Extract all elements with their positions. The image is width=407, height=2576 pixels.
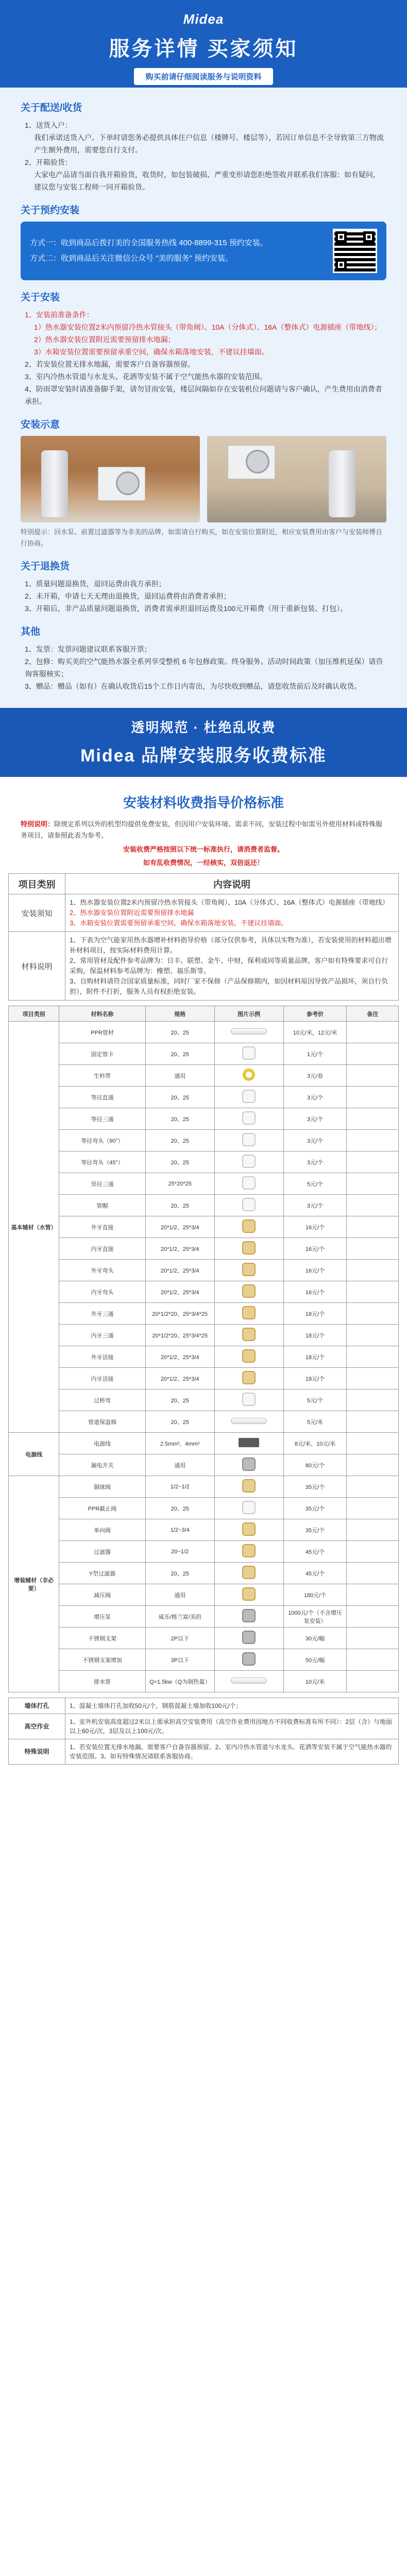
col-header-category: 项目类别: [9, 874, 65, 894]
cell-spec: 20、25: [145, 1130, 214, 1151]
cell-spec: Q=1.5kw（Q为制热量）: [145, 1671, 214, 1692]
cell-rem: [347, 1260, 399, 1281]
material-image: [214, 1368, 283, 1389]
table-row: [9, 1303, 399, 1325]
list-item: 3、赠品：赠品（如有）在确认收货后15个工作日内寄出，为尽快收到赠品，请您收货前后及时确认收货。: [25, 682, 362, 690]
cell-item: 减压阀: [59, 1584, 145, 1606]
cell-spec: 20、25: [145, 1087, 214, 1108]
cell-spec: 20*1/2*20、25*3/4*25: [145, 1303, 214, 1325]
cell-price: 16元/个: [283, 1260, 347, 1281]
cell-item: 等径弯头（45°）: [59, 1151, 145, 1173]
cell-price: 35元/个: [283, 1476, 347, 1498]
cell-spec: 20*1/2*20、25*3/4*25: [145, 1325, 214, 1346]
fee-note-label: 特别说明：: [21, 820, 55, 828]
cell-spec: 威乐/格兰富/美的: [145, 1606, 214, 1628]
cell-spec: 20、25: [145, 1108, 214, 1130]
col-header: 规格: [145, 1006, 214, 1022]
content-line: 1、下表为空气能家用热水器增补材料指导价格（部分仅供参考，具体以实物为准），若安装使用的材料超出增补材料项目，按实际材料费用计算。: [70, 936, 392, 954]
banner-title: Midea 品牌安装服务收费标准: [80, 746, 327, 766]
cell-item: 内牙活接: [59, 1368, 145, 1389]
fee-header: [0, 777, 407, 873]
cell-rem: [347, 1368, 399, 1389]
cell-item: 内牙三通: [59, 1325, 145, 1346]
list-item: 1、安装前准备条件：: [25, 311, 94, 319]
cell-price: 3元/个: [283, 1108, 347, 1130]
others-list: [21, 643, 386, 692]
cell-item: 等径三通: [59, 1108, 145, 1130]
table-row: [9, 1498, 399, 1519]
cell-item: 铜球阀: [59, 1476, 145, 1498]
cell-spec: 通用: [145, 1454, 214, 1476]
content-line: 3、水箱安装位置需要预留承重空间，确保水箱落地安装，不建议挂墙面。: [70, 919, 288, 927]
content-line: 2、常用管材及配件参考品牌为：日丰、联塑、金牛、中财，保利或同等质量品牌，客户如有特殊要求可自行采购，保温材料参考品牌为：橡塑、福乐斯等。: [70, 957, 388, 975]
cell-spec: 20、25: [145, 1022, 214, 1043]
cell-rem: [347, 1541, 399, 1563]
cell-rem: [347, 1454, 399, 1476]
cell-rem: [347, 1130, 399, 1151]
table-row: [9, 1087, 399, 1108]
table-row: [9, 1476, 399, 1498]
cell-item: 排水管: [59, 1671, 145, 1692]
brand-logo: Midea: [183, 11, 224, 27]
hero-header: [0, 0, 407, 88]
install-photo-left: [21, 436, 200, 522]
booking-box: [21, 222, 386, 280]
group-label: 电源线: [9, 1433, 59, 1476]
list-item: 大家电产品请当面自我开箱验货，收货时，如包装破损、严重变形请您拒绝签收并联系我们客服：如有疑问，建议您与安装工程师一同开箱验货。: [34, 171, 380, 191]
cell-item: 生料带: [59, 1065, 145, 1087]
cell-item: 漏电开关: [59, 1454, 145, 1476]
cell-rem: [347, 1584, 399, 1606]
material-image: [214, 1238, 283, 1260]
install-photo-right: [207, 436, 386, 522]
cell-price: 35元/个: [283, 1519, 347, 1541]
material-image: [214, 1476, 283, 1498]
material-image: [214, 1346, 283, 1368]
extra-fee-table: [8, 1698, 399, 1765]
material-image: [214, 1541, 283, 1563]
cell-rem: [347, 1065, 399, 1087]
cell-price: 8元/米、10元/米: [283, 1433, 347, 1454]
banner-slogan: 透明规范 · 杜绝乱收费: [131, 720, 276, 735]
col-header-content: 内容说明: [65, 874, 399, 894]
table-row: [9, 1584, 399, 1606]
material-image: [214, 1606, 283, 1628]
qr-code-icon: [333, 229, 377, 273]
table-row: [9, 894, 399, 932]
fee-note: [21, 819, 386, 841]
col-header: 参考价: [283, 1006, 347, 1022]
cell-item: 内牙直接: [59, 1238, 145, 1260]
table-row: [9, 1151, 399, 1173]
cell-price: 18元/个: [283, 1303, 347, 1325]
cell-item: 外牙活接: [59, 1346, 145, 1368]
material-image: [214, 1563, 283, 1584]
table-row: [9, 1389, 399, 1411]
cell-rem: [347, 1022, 399, 1043]
cell-price: 3元/个: [283, 1087, 347, 1108]
cell-item: 外牙三通: [59, 1303, 145, 1325]
cell-price: 3元/个: [283, 1151, 347, 1173]
table-row: [9, 1195, 399, 1216]
cell-price: 10元/米，12元/米: [283, 1022, 347, 1043]
cell-item: 过滤器: [59, 1541, 145, 1563]
returns-list: [21, 578, 386, 615]
cell-spec: 20、25: [145, 1498, 214, 1519]
delivery-title: 关于配送/收货: [21, 103, 82, 113]
cell-spec: 1/2~3/4: [145, 1519, 214, 1541]
material-image: [214, 1108, 283, 1130]
cell-rem: [347, 1671, 399, 1692]
list-item: 1、送货入户：: [25, 121, 72, 129]
cell-rem: [347, 1411, 399, 1433]
table-row: [9, 1606, 399, 1628]
cell-rem: [347, 1519, 399, 1541]
cell-item: 增压泵: [59, 1606, 145, 1628]
table-row: [9, 1238, 399, 1260]
cell-price: 45元/个: [283, 1563, 347, 1584]
cell-spec: 1/2~1/2: [145, 1476, 214, 1498]
list-item: 2）热水器安装位置附近需要预留排水地漏；: [34, 335, 175, 344]
cell-item: PPR管材: [59, 1022, 145, 1043]
install-list: [21, 309, 386, 408]
list-item: 2、未开箱，申请七天无理由退换货，退回运费将由消费者承担；: [25, 592, 231, 600]
cell-rem: [347, 1346, 399, 1368]
cell-price: 3元/卷: [283, 1065, 347, 1087]
cell-rem: [347, 1195, 399, 1216]
cell-rem: [347, 1173, 399, 1195]
materials-table: [8, 1006, 399, 1692]
cell-price: 16元/个: [283, 1238, 347, 1260]
cell-spec: 通用: [145, 1584, 214, 1606]
cell-spec: 3P以下: [145, 1649, 214, 1671]
booking-line-hotline: 方式一：收到商品后拨打美的全国服务热线 400-8899-315 预约安装。: [30, 239, 268, 247]
cell-price: 16元/个: [283, 1216, 347, 1238]
cell-price: 18元/个: [283, 1368, 347, 1389]
cell-rem: [347, 1303, 399, 1325]
cell-spec: 20~1/2: [145, 1541, 214, 1563]
table-row: [9, 1065, 399, 1087]
row-content: [65, 894, 399, 932]
material-image: [214, 1022, 283, 1043]
material-image: [214, 1433, 283, 1454]
cell-rem: [347, 1498, 399, 1519]
material-image: [214, 1043, 283, 1065]
material-image: [214, 1519, 283, 1541]
cell-spec: 20*1/2、25*3/4: [145, 1368, 214, 1389]
table-row: [9, 932, 399, 1001]
cell-spec: 20*1/2、25*3/4: [145, 1281, 214, 1303]
cell-price: 1元/个: [283, 1043, 347, 1065]
table-row: [9, 1173, 399, 1195]
cell-item: 固定管卡: [59, 1043, 145, 1065]
cell-spec: 2.5mm²、4mm²: [145, 1433, 214, 1454]
cell-price: 45元/个: [283, 1541, 347, 1563]
cell-item: 不锈钢支架增加: [59, 1649, 145, 1671]
cell-spec: 20、25: [145, 1411, 214, 1433]
cell-rem: [347, 1281, 399, 1303]
col-header: 图片示例: [214, 1006, 283, 1022]
cell-item: 管帽: [59, 1195, 145, 1216]
list-item: 1、质量问题退换货，退回运费由我方承担；: [25, 580, 166, 588]
cell-item: 外牙弯头: [59, 1260, 145, 1281]
table-row: [9, 1108, 399, 1130]
table-row: [9, 1541, 399, 1563]
fee-alert-2: 如有乱收费情况，一经核实，双倍返还！: [143, 859, 264, 867]
cell-rem: [347, 1606, 399, 1628]
cell-price: 5元/个: [283, 1173, 347, 1195]
material-image: [214, 1671, 283, 1692]
material-image: [214, 1584, 283, 1606]
row-category: 特殊说明: [9, 1739, 65, 1765]
illustration-title: 安装示意: [21, 419, 60, 430]
table-row: [9, 1628, 399, 1649]
table-row: [9, 1563, 399, 1584]
cell-spec: 20、25: [145, 1563, 214, 1584]
cell-price: 16元/个: [283, 1281, 347, 1303]
table-row: [9, 1411, 399, 1433]
cell-rem: [347, 1476, 399, 1498]
delivery-list: [21, 119, 386, 193]
page-title: 服务详情 买家须知: [109, 38, 298, 60]
cell-spec: 20*1/2、25*3/4: [145, 1216, 214, 1238]
material-image: [214, 1260, 283, 1281]
cell-spec: 20*1/2、25*3/4: [145, 1238, 214, 1260]
cell-item: 等径弯头（90°）: [59, 1130, 145, 1151]
cell-item: 内牙弯头: [59, 1281, 145, 1303]
cell-rem: [347, 1628, 399, 1649]
others-title: 其他: [21, 626, 41, 637]
list-item: 2、若安装位置无排水地漏，需要客户自备容器预留。: [25, 360, 195, 368]
table-row: [9, 1739, 399, 1765]
cell-spec: 20*1/2、25*3/4: [145, 1260, 214, 1281]
table-row: [9, 1454, 399, 1476]
cell-spec: 20、25: [145, 1043, 214, 1065]
fee-banner: [0, 708, 407, 777]
cell-spec: 20*1/2、25*3/4: [145, 1346, 214, 1368]
group-label: 增装辅材（非必要）: [9, 1476, 59, 1692]
cell-price: 3元/个: [283, 1130, 347, 1151]
content-line: 3、自购材料请符合国家质量标准，同时厂家不保修（产品保修期内，如因材料原因导致产品损坏，须自行负担），附件不打折，服务人员有权拒绝安装。: [70, 977, 388, 995]
table-row: [9, 1216, 399, 1238]
cell-spec: 25*20*25: [145, 1173, 214, 1195]
list-item: 2、开箱验货：: [25, 158, 72, 166]
list-item: 我们承诺送货入户。下单时请您务必提供具体住户信息（楼牌号、楼层等），若因订单信息不全导致第三方物流产生额外费用，需要您自行支付。: [34, 133, 384, 154]
booking-line-wechat: 方式二：收到商品后关注微信公众号 "美的服务" 预约安装。: [30, 254, 233, 263]
cell-price: 5元/个: [283, 1389, 347, 1411]
row-category: 高空作业: [9, 1714, 65, 1739]
col-header: 项目类别: [9, 1006, 59, 1022]
fee-title: 安装材料收费指导价格标准: [123, 795, 284, 810]
cell-spec: 20、25: [145, 1151, 214, 1173]
list-item: 3）水箱安装位置需要预留承重空间，确保水箱落地安装，不建议挂墙面。: [34, 348, 269, 356]
list-item: 4、防雨罩安装时请准备脚手架，请勿冒雨安装，楼层间隔如存在安装机位问题请与客户确认，产生费用由消费者承担。: [25, 385, 382, 405]
material-image: [214, 1303, 283, 1325]
cell-price: 3元/个: [283, 1195, 347, 1216]
cell-price: 18元/个: [283, 1346, 347, 1368]
cell-price: 50元/幅: [283, 1649, 347, 1671]
cell-price: 10元/米: [283, 1671, 347, 1692]
fee-tables: [0, 873, 407, 1777]
material-image: [214, 1065, 283, 1087]
table-row: [9, 1368, 399, 1389]
row-content: 1、混凝土墙体打孔加收50元/个，钢筋混凝土墙加收100元/个；: [65, 1698, 399, 1714]
material-image: [214, 1628, 283, 1649]
material-image: [214, 1649, 283, 1671]
material-image: [214, 1498, 283, 1519]
table-row: [9, 1649, 399, 1671]
table-row: [9, 1433, 399, 1454]
cell-item: 单向阀: [59, 1519, 145, 1541]
list-item: 3、室内冷热水管道与水龙头、花洒等安装不属于空气能热水器的安装范围。: [25, 372, 267, 381]
content-line: 1、热水器安装位置2米内预留冷热水管接头（带角阀）、10A（分体式）、16A（整体式）电源插座（带地线）: [70, 899, 389, 906]
table-row: [9, 1519, 399, 1541]
material-image: [214, 1411, 283, 1433]
cell-item: 外牙直接: [59, 1216, 145, 1238]
cell-rem: [347, 1216, 399, 1238]
cell-item: PPR截止阀: [59, 1498, 145, 1519]
cell-rem: [347, 1108, 399, 1130]
row-content: 1、若安装位置无排水地漏，需要客户自备容器预留。2、室内冷热水管道与水龙头、花洒等安装不属于空气能热水器的安装范围。3、如有特殊情况请联系客服协商。: [65, 1739, 399, 1765]
row-content: 1、室外机安装高度超过2米以上需承担高空安装费用（高空作业费用因地方不同收费标准有所不同）：2层（含）与地面以上60元/次，3层及以上100元/次。: [65, 1714, 399, 1739]
cell-rem: [347, 1043, 399, 1065]
col-header: 备注: [347, 1006, 399, 1022]
cell-rem: [347, 1563, 399, 1584]
list-item: 1、发票：发票问题建议联系客服开票；: [25, 645, 151, 653]
col-header: 材料名称: [59, 1006, 145, 1022]
list-item: 1）热水器安装位置2米内预留冷热水管接头（带角阀）、10A（分体式）、16A（整体式）电源插座（带地线）；: [34, 323, 382, 331]
table-row: [9, 1043, 399, 1065]
cell-rem: [347, 1325, 399, 1346]
row-content: [65, 932, 399, 1001]
material-image: [214, 1151, 283, 1173]
table-row: [9, 1281, 399, 1303]
cell-rem: [347, 1151, 399, 1173]
cell-rem: [347, 1649, 399, 1671]
table-row: [9, 1130, 399, 1151]
cell-price: 1000元/个（不含增压泵安装）: [283, 1606, 347, 1628]
page-subtitle: 购买前请仔细阅读服务与说明资料: [134, 68, 273, 85]
list-item: 2、包修：购买美的空气能热水器全系列享受整机 6 年包修政策。终身服务。活动时间政策（加压维机延保）请咨询客服核实；: [25, 657, 383, 678]
requirements-table: [8, 873, 399, 1001]
cell-spec: 通用: [145, 1065, 214, 1087]
cell-rem: [347, 1238, 399, 1260]
cell-price: 35元/个: [283, 1498, 347, 1519]
fee-alert-1: 安装收费严格按照以下统一标准执行，请消费者监督。: [123, 845, 284, 853]
cell-price: 30元/幅: [283, 1628, 347, 1649]
table-row: [9, 1714, 399, 1739]
material-image: [214, 1087, 283, 1108]
material-image: [214, 1195, 283, 1216]
install-title: 关于安装: [21, 292, 60, 303]
returns-title: 关于退换货: [21, 561, 70, 572]
list-item: 3、开箱后，非产品质量问题退换货，消费者需承担退回运费及100元开箱费（用于重新包装、打包）。: [25, 604, 348, 613]
cell-price: 180元/个: [283, 1584, 347, 1606]
table-row: [9, 1260, 399, 1281]
table-row: [9, 1671, 399, 1692]
group-label: 基本辅材（水管）: [9, 1022, 59, 1433]
cell-spec: 20、25: [145, 1389, 214, 1411]
cell-spec: 2P以下: [145, 1628, 214, 1649]
cell-item: 电源线: [59, 1433, 145, 1454]
booking-title: 关于预约安装: [21, 205, 80, 216]
table-row: [9, 1325, 399, 1346]
table-row: [9, 1346, 399, 1368]
cell-rem: [347, 1389, 399, 1411]
material-image: [214, 1130, 283, 1151]
table-row: [9, 1022, 399, 1043]
table-row: [9, 1698, 399, 1714]
cell-rem: [347, 1433, 399, 1454]
material-image: [214, 1389, 283, 1411]
cell-item: 管道保温棉: [59, 1411, 145, 1433]
cell-item: 不锈钢支架: [59, 1628, 145, 1649]
row-category: 材料说明: [9, 932, 65, 1001]
material-image: [214, 1281, 283, 1303]
material-image: [214, 1325, 283, 1346]
cell-item: Y型过滤器: [59, 1563, 145, 1584]
cell-rem: [347, 1087, 399, 1108]
content-line: 2、热水器安装位置附近需要预留排水地漏: [70, 909, 194, 917]
illustration-note: 特别提示：回水泵、前置过滤器等为非美的品牌，如需请自行购买，如在安装位置附近，相应安装费用由客户与安装师傅自行协商。: [21, 528, 383, 547]
material-image: [214, 1173, 283, 1195]
material-image: [214, 1454, 283, 1476]
notice-section: [0, 88, 407, 708]
cell-price: 18元/个: [283, 1325, 347, 1346]
cell-price: 5元/米: [283, 1411, 347, 1433]
cell-item: 异径三通: [59, 1173, 145, 1195]
material-image: [214, 1216, 283, 1238]
cell-item: 过桥弯: [59, 1389, 145, 1411]
fee-note-text: 除规定系列以外的机型均提供免费安装，但因用户安装环境、需求不同，安装过程中如需另外使用材料或特殊服务项目，请参照此表为参考。: [21, 820, 383, 839]
install-illustration: [21, 436, 386, 522]
row-category: 安装须知: [9, 894, 65, 932]
cell-spec: 20、25: [145, 1195, 214, 1216]
row-category: 墙体打孔: [9, 1698, 65, 1714]
cell-item: 等径直通: [59, 1087, 145, 1108]
cell-price: 80元/个: [283, 1454, 347, 1476]
